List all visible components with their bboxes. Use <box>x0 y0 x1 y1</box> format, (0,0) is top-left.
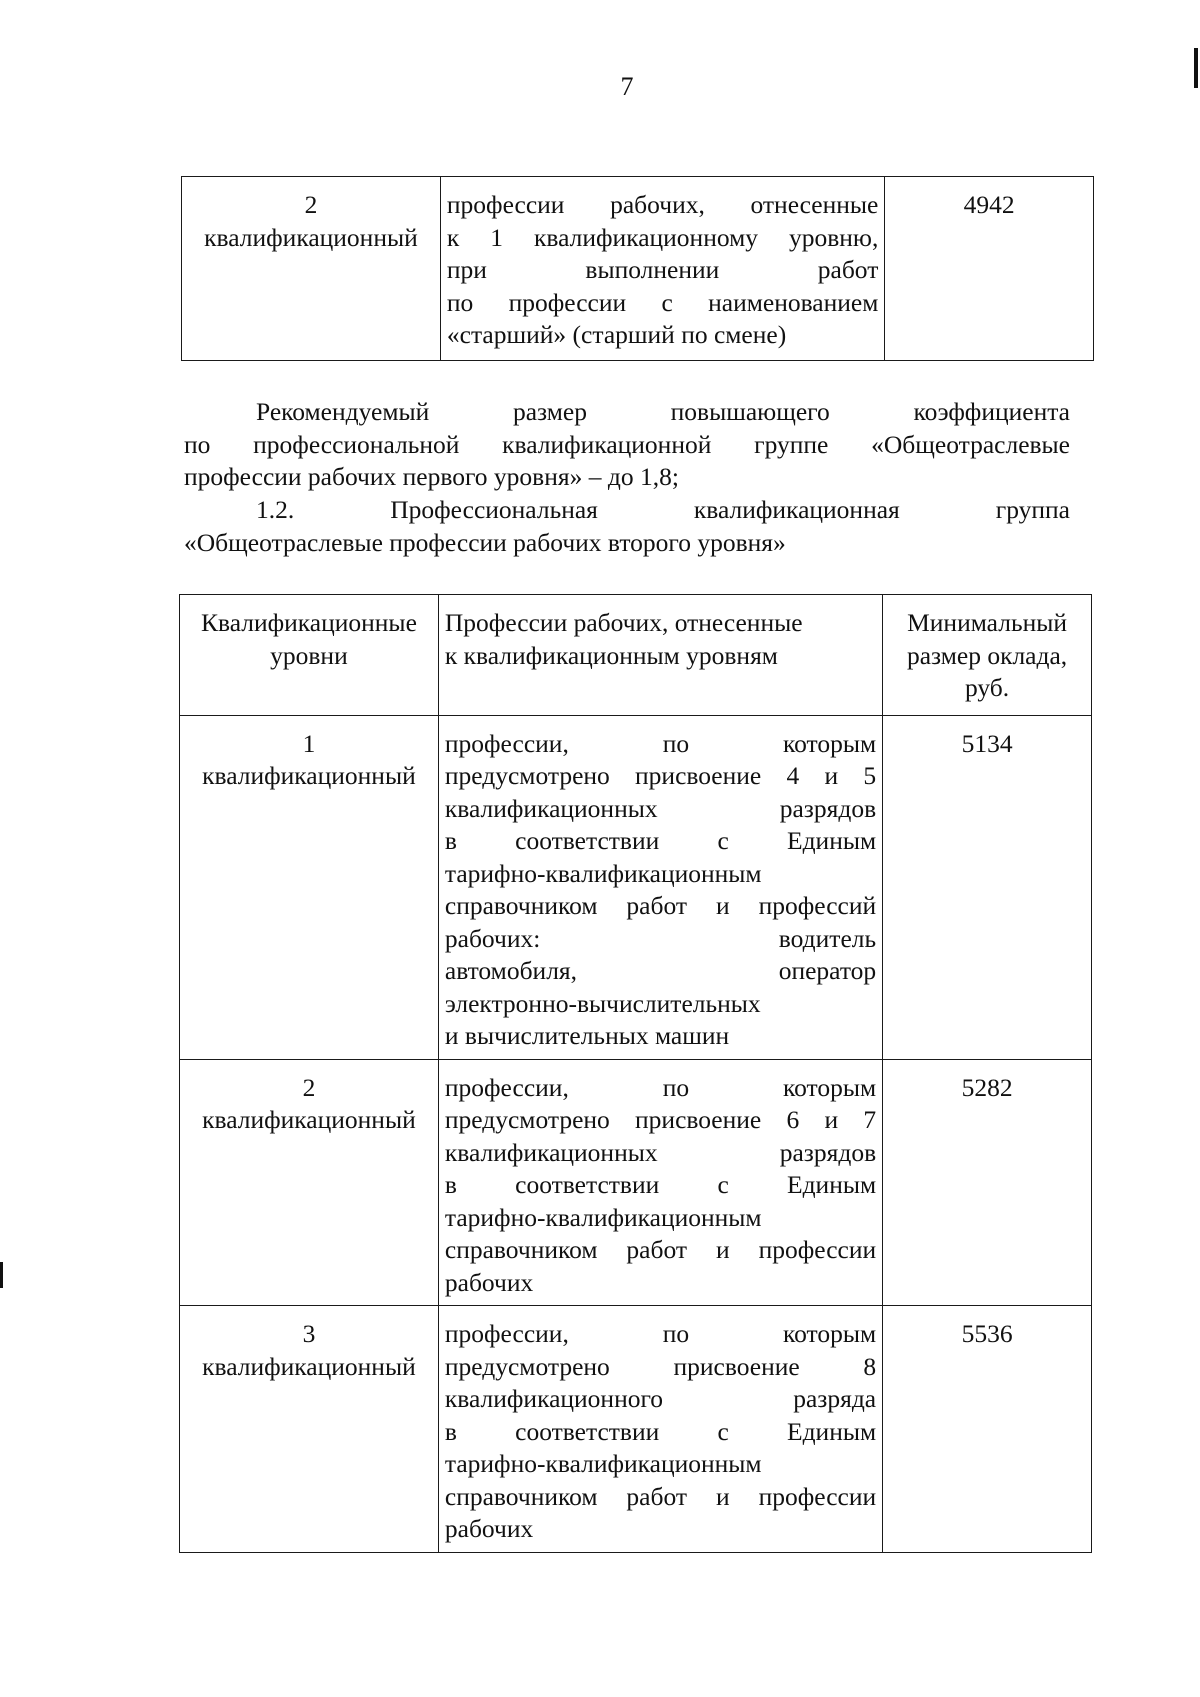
description-line: при выполнении работ <box>446 255 879 284</box>
description-cell <box>438 1059 882 1306</box>
description-line: в соответствии с Единым <box>444 1416 877 1446</box>
main-table <box>179 594 1092 1553</box>
coefficient-paragraph <box>184 396 1070 494</box>
description-line: и вычислительных машин <box>444 1021 730 1050</box>
paragraph-line: профессии рабочих первого уровня» – до 1,8; <box>184 462 679 491</box>
description-line: в соответствии с Единым <box>444 826 877 855</box>
description-line: профессии, по которым <box>444 728 877 758</box>
level-number: 3 <box>302 1319 316 1348</box>
description-line: профессии, по которым <box>444 1072 877 1102</box>
scan-edge-mark <box>1194 48 1198 88</box>
description-line: справочником работ и профессий <box>444 891 877 920</box>
description-line: предусмотрено присвоение 6 и 7 <box>444 1105 877 1134</box>
description-line: «старший» (старший по смене) <box>446 320 787 349</box>
table-row <box>182 177 1094 361</box>
salary-cell: 4942 <box>885 177 1094 361</box>
level-number: 2 <box>304 190 318 219</box>
table-row <box>180 1059 1092 1306</box>
description-line: рабочих <box>444 1514 534 1543</box>
description-line: тарифно-квалификационным <box>444 1202 762 1232</box>
level-number: 2 <box>302 1072 316 1102</box>
description-line: предусмотрено присвоение 8 <box>444 1351 877 1381</box>
table-row <box>180 1306 1092 1553</box>
paragraph-line: Рекомендуемый размер повышающего коэффициента <box>256 397 1070 426</box>
description-line: профессии, по которым <box>444 1319 877 1348</box>
description-cell <box>438 715 882 1059</box>
page-number: 7 <box>620 72 634 101</box>
description-line: рабочих: водитель <box>444 923 877 953</box>
description-line: профессии рабочих, отнесенные <box>446 190 879 219</box>
level-word: квалификационный <box>202 1351 416 1381</box>
paragraph-line: 1.2. Профессиональная квалификационная группа <box>256 495 1070 524</box>
description-cell <box>440 177 884 361</box>
description-cell <box>438 1306 882 1553</box>
scan-edge-mark <box>0 1262 3 1288</box>
header-level: Квалификационные уровни <box>180 595 439 716</box>
table-header-row <box>180 595 1092 716</box>
description-line: тарифно-квалификационным <box>444 858 762 888</box>
level-word: квалификационный <box>202 761 416 790</box>
description-line: квалификационных разрядов <box>444 1137 877 1167</box>
level-cell <box>180 1059 439 1306</box>
salary-cell: 5282 <box>883 1059 1092 1306</box>
section-heading <box>184 494 1070 559</box>
header-description: Профессии рабочих, отнесенные к квалификационным уровням <box>438 595 882 716</box>
description-line: предусмотрено присвоение 4 и 5 <box>444 761 877 790</box>
table-row <box>180 715 1092 1059</box>
level-cell <box>180 1306 439 1553</box>
description-line: тарифно-квалификационным <box>444 1449 762 1478</box>
paragraph-line: «Общеотраслевые профессии рабочих второго уровня» <box>184 527 786 557</box>
description-line: квалификационных разрядов <box>444 793 877 823</box>
salary-cell: 5536 <box>883 1306 1092 1553</box>
salary-cell: 5134 <box>883 715 1092 1059</box>
paragraph-line: по профессиональной квалификационной группе «Общеотраслевые <box>184 429 1070 459</box>
description-line: квалификационного разряда <box>444 1384 877 1413</box>
description-line: справочником работ и профессии <box>444 1235 877 1264</box>
level-word: квалификационный <box>202 1105 416 1134</box>
description-line: справочником работ и профессии <box>444 1481 877 1511</box>
description-line: по профессии с наименованием <box>446 287 879 317</box>
description-line: рабочих <box>444 1267 534 1297</box>
level-cell <box>180 715 439 1059</box>
header-salary: Минимальный размер оклада, руб. <box>883 595 1092 716</box>
level-cell <box>182 177 441 361</box>
description-line: электронно-вычислительных <box>444 988 761 1018</box>
level-number: 1 <box>302 728 316 758</box>
level-word: квалификационный <box>204 222 418 252</box>
description-line: автомобиля, оператор <box>444 956 877 985</box>
description-line: к 1 квалификационному уровню, <box>446 222 879 252</box>
description-line: в соответствии с Единым <box>444 1170 877 1199</box>
top-table <box>181 176 1094 361</box>
